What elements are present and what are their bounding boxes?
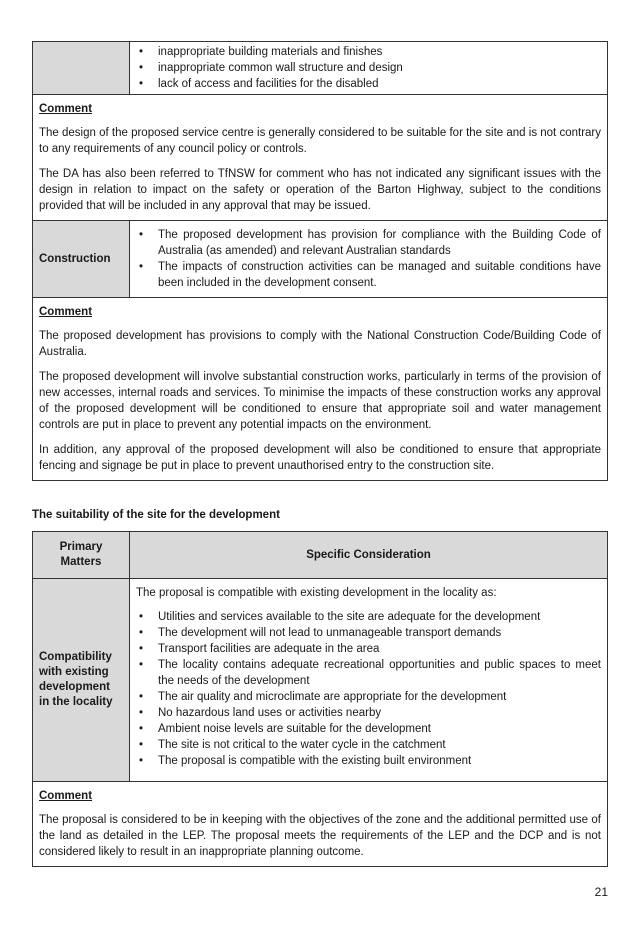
compatibility-intro: The proposal is compatible with existing development in the locality as: [136, 587, 497, 599]
table-header-row [33, 532, 607, 579]
list-item: • The proposed development has provision for compliance with the Building Code of Australia (as amended) and relevant Australian standards [136, 227, 601, 259]
design-row [33, 42, 607, 95]
comment-title: Comment [39, 306, 93, 318]
comment-paragraph: The DA has also been referred to TfNSW for comment who has not indicated any significant issues with the design in relation to impact on the safety or operation of the Barton Highway, subject to the conditions provided that will be included in any approval that may be issued. [39, 168, 601, 212]
list-item: • Ambient noise levels are suitable for the development [136, 721, 601, 737]
list-item: • The impacts of construction activities can be managed and suitable conditions have been included in the development consent. [136, 259, 601, 291]
list-item: • The air quality and microclimate are appropriate for the development [136, 689, 601, 705]
comment-title: Comment [39, 103, 93, 115]
construction-row [33, 221, 607, 298]
comment-title: Comment [39, 790, 93, 802]
comment-paragraph: In addition, any approval of the proposed development will also be conditioned to ensure that appropriate fencing and signage be put in place to prevent unauthorised entry to the construction site. [39, 444, 601, 472]
comment-block [33, 782, 607, 866]
header-specific-consideration: Specific Consideration [130, 532, 607, 578]
assessment-table-top [32, 41, 608, 481]
construction-list [136, 227, 601, 291]
list-item: • Transport facilities are adequate in the area [136, 641, 601, 657]
compatibility-row [33, 579, 607, 782]
compatibility-list [136, 609, 601, 769]
suitability-table [32, 531, 608, 867]
design-issues-list [136, 44, 601, 92]
comment-row-construction [33, 298, 607, 480]
comment-paragraph: The proposed development will involve substantial construction works, particularly in terms of the provision of new accesses, internal roads and services. To minimise the impacts of these construction works any approval of the proposed development will be conditioned to ensure that appropriate soil and water management controls are put in place to prevent any potential impacts on the environment. [39, 371, 601, 431]
construction-label: Construction [33, 221, 130, 297]
list-item: • The site is not critical to the water cycle in the catchment [136, 737, 601, 753]
design-issues-cell [130, 42, 607, 94]
compatibility-cell [130, 579, 607, 781]
comment-block [33, 298, 607, 480]
header-primary-matters: Primary Matters [33, 532, 130, 578]
list-item: • No hazardous land uses or activities nearby [136, 705, 601, 721]
section-heading: The suitability of the site for the development [32, 509, 280, 521]
comment-row-design [33, 95, 607, 221]
comment-paragraph: The proposed development has provisions to comply with the National Construction Code/Building Code of Australia. [39, 330, 601, 358]
list-item: • The locality contains adequate recreational opportunities and public spaces to meet the needs of the development [136, 657, 601, 689]
construction-cell [130, 221, 607, 297]
comment-paragraph: The proposal is considered to be in keeping with the objectives of the zone and the additional permitted use of the land as detailed in the LEP. The proposal meets the requirements of the LEP and the DCP and is not considered likely to result in an inappropriate planning outcome. [39, 814, 601, 858]
list-item: • The proposal is compatible with the existing built environment [136, 753, 601, 769]
compatibility-label: Compatibility with existing development in the locality [33, 579, 130, 781]
list-item: • inappropriate common wall structure and design [136, 60, 601, 76]
comment-row-compatibility [33, 782, 607, 866]
list-item: • lack of access and facilities for the disabled [136, 76, 601, 92]
list-item: • inappropriate building materials and finishes [136, 44, 601, 60]
comment-block [33, 95, 607, 220]
row-label-empty [33, 42, 130, 94]
list-item: • The development will not lead to unmanageable transport demands [136, 625, 601, 641]
comment-paragraph: The design of the proposed service centre is generally considered to be suitable for the site and is not contrary to any requirements of any council policy or controls. [39, 127, 601, 155]
list-item: • Utilities and services available to the site are adequate for the development [136, 609, 601, 625]
page-number: 21 [594, 885, 608, 899]
